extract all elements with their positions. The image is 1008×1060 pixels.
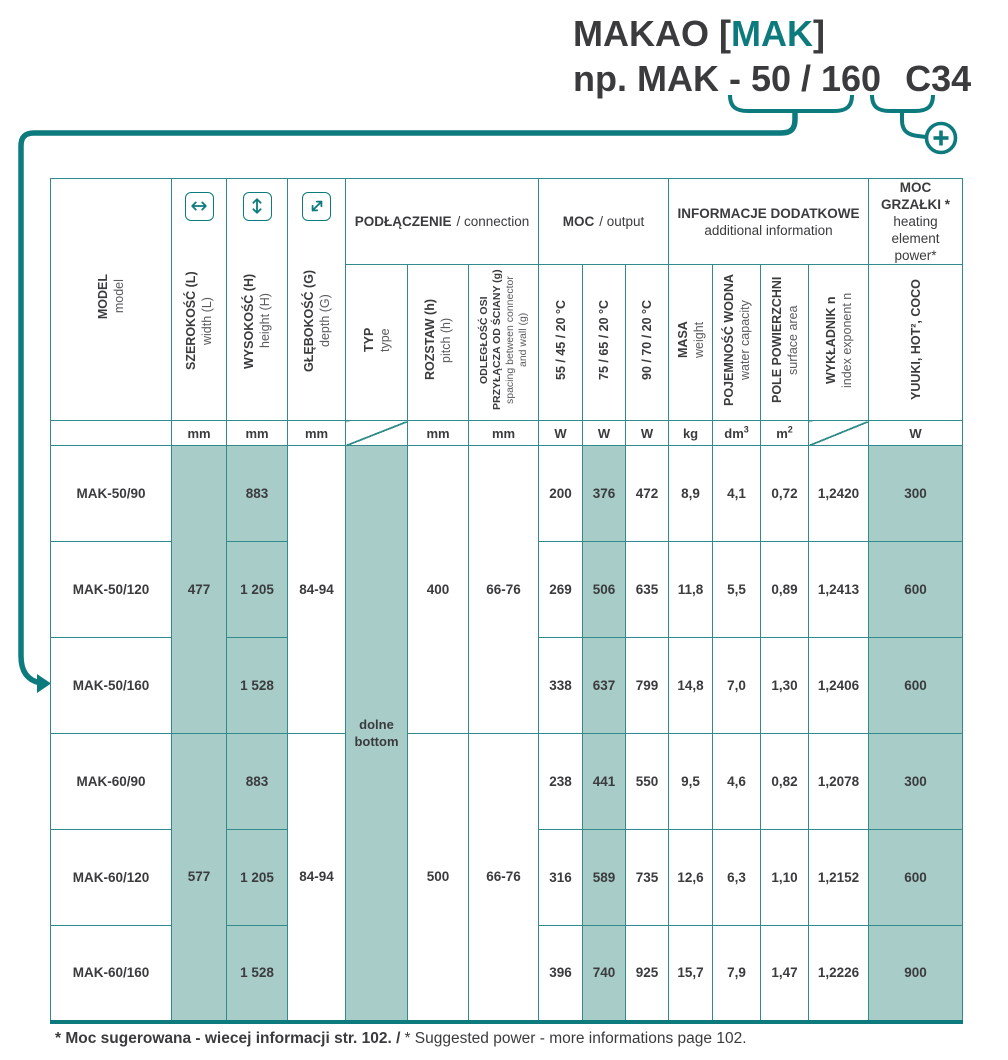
cell-area: 0,72 — [761, 446, 809, 542]
unit-spacing: mm — [469, 421, 539, 446]
col-header-heater-models: YUUKI, HOT², COCO — [869, 265, 963, 421]
cell-capacity: 6,3 — [713, 830, 761, 926]
cell-mass: 11,8 — [669, 542, 713, 638]
unit-output-90: W — [626, 421, 669, 446]
cell-exponent: 1,2413 — [809, 542, 869, 638]
cell-exponent: 1,2406 — [809, 638, 869, 734]
cell-height: 1 528 — [227, 926, 288, 1022]
unit-output-55: W — [539, 421, 583, 446]
units-row — [51, 421, 963, 446]
example-option: C34 — [905, 58, 972, 99]
cell-output-90: 799 — [626, 638, 669, 734]
product-title-suffix: ] — [812, 13, 825, 54]
cell-connection-type: dolne bottom — [346, 446, 408, 1022]
cell-area: 0,89 — [761, 542, 809, 638]
cell-model: MAK-50/120 — [51, 542, 172, 638]
unit-type-diagonal — [346, 421, 408, 446]
col-header-mass: MASA weight — [669, 265, 713, 421]
cell-height: 883 — [227, 446, 288, 542]
cell-mass: 8,9 — [669, 446, 713, 542]
product-code: MAK — [730, 13, 813, 54]
cell-mass: 12,6 — [669, 830, 713, 926]
col-header-surface-area: POLE POWIERZCHNI surface area — [761, 265, 809, 421]
cell-exponent: 1,2420 — [809, 446, 869, 542]
cell-heater-power: 900 — [869, 926, 963, 1022]
cell-output-55: 200 — [539, 446, 583, 542]
unit-capacity: $dm^3$ — [713, 421, 761, 446]
depth-arrow-icon — [302, 192, 331, 221]
col-header-output-75: 75 / 65 / 20 °C — [583, 265, 626, 421]
cell-width-group1: 477 — [172, 446, 227, 734]
example-prefix: np. MAK - — [573, 58, 751, 99]
unit-heater: W — [869, 421, 963, 446]
cell-heater-power: 300 — [869, 446, 963, 542]
cell-depth-group2: 84-94 — [288, 734, 346, 1022]
cell-heater-power: 600 — [869, 638, 963, 734]
footnote — [55, 1030, 747, 1048]
cell-model: MAK-60/90 — [51, 734, 172, 830]
footnote-pl: * Moc sugerowana - wiecej informacji str. 102. / — [55, 1030, 401, 1047]
cell-mass: 15,7 — [669, 926, 713, 1022]
cell-pitch-group2: 500 — [408, 734, 469, 1022]
col-header-output-90: 90 / 70 / 20 °C — [626, 265, 669, 421]
cell-capacity: 7,0 — [713, 638, 761, 734]
cell-output-90: 550 — [626, 734, 669, 830]
cell-capacity: 5,5 — [713, 542, 761, 638]
col-header-output-55: 55 / 45 / 20 °C — [539, 265, 583, 421]
group-header-heater-power: MOC GRZAŁKI * heating element power* — [869, 179, 963, 265]
cell-area: 1,47 — [761, 926, 809, 1022]
cell-exponent: 1,2078 — [809, 734, 869, 830]
unit-area: $m^2$ — [761, 421, 809, 446]
cell-pitch-group1: 400 — [408, 446, 469, 734]
cell-height: 1 205 — [227, 830, 288, 926]
cell-depth-group1: 84-94 — [288, 446, 346, 734]
unit-height: mm — [227, 421, 288, 446]
group-header-output: MOC / output — [539, 179, 669, 265]
product-example — [573, 57, 971, 101]
unit-mass: kg — [669, 421, 713, 446]
cell-spacing-group1: 66-76 — [469, 446, 539, 734]
unit-exponent-diagonal — [809, 421, 869, 446]
unit-depth: mm — [288, 421, 346, 446]
col-header-model: MODEL model — [51, 179, 172, 421]
cell-output-75: 740 — [583, 926, 626, 1022]
cell-model: MAK-50/90 — [51, 446, 172, 542]
cell-heater-power: 600 — [869, 830, 963, 926]
group-header-additional-info: INFORMACJE DODATKOWE additional information — [669, 179, 869, 265]
callout-arrowhead — [37, 674, 51, 693]
col-header-spacing: ODLEGŁOŚĆ OSI PRZYŁĄCZA OD ŚCIANY (g) spacing between connector and wall (g) — [469, 265, 539, 421]
unit-output-75: W — [583, 421, 626, 446]
cell-capacity: 4,1 — [713, 446, 761, 542]
col-header-water-capacity: POJEMNOŚĆ WODNA water capacity — [713, 265, 761, 421]
cell-model: MAK-50/160 — [51, 638, 172, 734]
cell-output-75: 441 — [583, 734, 626, 830]
table-row-mak-50-90 — [51, 446, 963, 542]
option-brace — [872, 95, 933, 137]
group-header-connection: PODŁĄCZENIE / connection — [346, 179, 539, 265]
cell-output-55: 396 — [539, 926, 583, 1022]
cell-capacity: 7,9 — [713, 926, 761, 1022]
height-arrow-icon — [243, 192, 272, 221]
unit-pitch: mm — [408, 421, 469, 446]
cell-output-90: 635 — [626, 542, 669, 638]
cell-output-75: 506 — [583, 542, 626, 638]
cell-model: MAK-60/120 — [51, 830, 172, 926]
col-header-height: WYSOKOŚĆ (H) height (H) — [227, 179, 288, 421]
cell-output-90: 735 — [626, 830, 669, 926]
cell-heater-power: 600 — [869, 542, 963, 638]
group-header-row — [51, 179, 963, 265]
cell-output-55: 338 — [539, 638, 583, 734]
cell-heater-power: 300 — [869, 734, 963, 830]
col-header-depth: GŁĘBOKOŚĆ (G) depth (G) — [288, 179, 346, 421]
cell-output-75: 637 — [583, 638, 626, 734]
col-header-exponent: WYKŁADNIK n index exponent n — [809, 265, 869, 421]
cell-output-90: 925 — [626, 926, 669, 1022]
col-header-type: TYP type — [346, 265, 408, 421]
col-header-pitch: ROZSTAW (h) pitch (h) — [408, 265, 469, 421]
col-header-width: SZEROKOŚĆ (L) width (L) — [172, 179, 227, 421]
cell-capacity: 4,6 — [713, 734, 761, 830]
table-row-mak-60-90 — [51, 734, 963, 830]
cell-mass: 9,5 — [669, 734, 713, 830]
cell-area: 0,82 — [761, 734, 809, 830]
unit-width: mm — [172, 421, 227, 446]
example-size: 50 / 160 — [750, 58, 882, 99]
spec-table — [50, 178, 963, 1024]
cell-output-75: 589 — [583, 830, 626, 926]
width-arrow-icon — [185, 192, 214, 221]
cell-area: 1,30 — [761, 638, 809, 734]
cell-height: 1 205 — [227, 542, 288, 638]
product-title — [573, 12, 825, 56]
cell-spacing-group2: 66-76 — [469, 734, 539, 1022]
cell-output-55: 316 — [539, 830, 583, 926]
cell-model: MAK-60/160 — [51, 926, 172, 1022]
cell-mass: 14,8 — [669, 638, 713, 734]
cell-output-90: 472 — [626, 446, 669, 542]
cell-output-55: 269 — [539, 542, 583, 638]
footnote-en: * Suggested power - more informations page 102. — [404, 1030, 747, 1047]
cell-output-55: 238 — [539, 734, 583, 830]
cell-height: 883 — [227, 734, 288, 830]
product-title-prefix: MAKAO [ — [573, 13, 731, 54]
cell-width-group2: 577 — [172, 734, 227, 1022]
cell-area: 1,10 — [761, 830, 809, 926]
plus-circle-icon — [927, 124, 956, 153]
unit-model-empty — [51, 421, 172, 446]
cell-height: 1 528 — [227, 638, 288, 734]
cell-exponent: 1,2152 — [809, 830, 869, 926]
cell-exponent: 1,2226 — [809, 926, 869, 1022]
cell-output-75: 376 — [583, 446, 626, 542]
